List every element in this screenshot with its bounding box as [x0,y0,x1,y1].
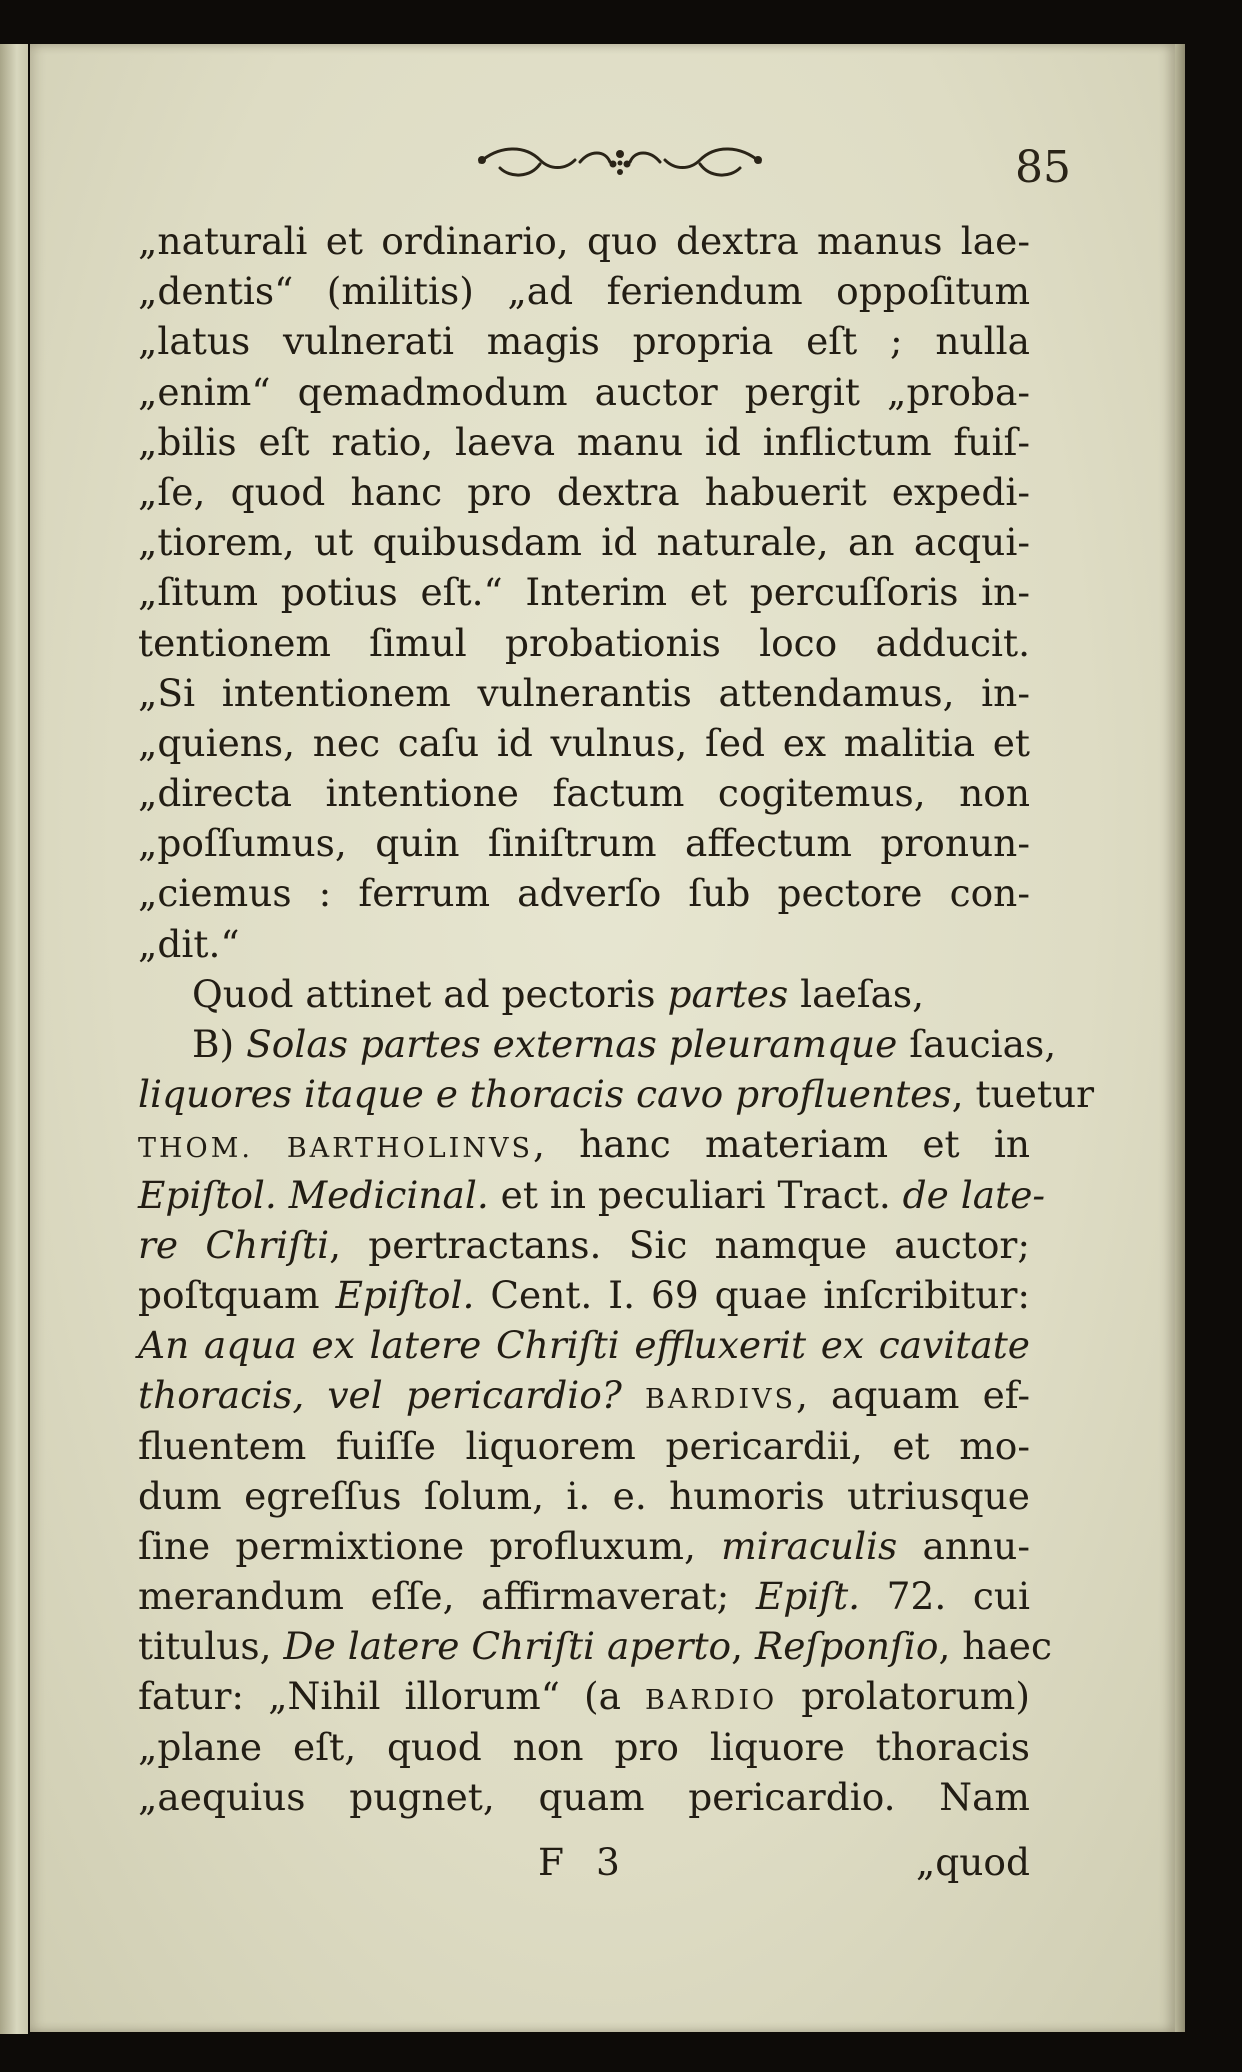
text-line [138,618,1030,668]
text-line [138,567,1030,617]
text-segment: poſtquam [138,1272,336,1317]
text-line [138,1320,1030,1370]
previous-page-edge [0,44,28,2034]
text-segment: „ſe, quod hanc pro dextra habuerit expedi- [138,469,1030,514]
text-segment: „tiorem, ut quibusdam id naturale, an acqui- [138,520,1030,565]
text-segment: BARDIO [645,1685,778,1717]
text-segment: „quiens, nec caſu id vulnus, ſed ex malitia et [138,720,1030,765]
text-segment: Epiſtol. Medicinal. [138,1172,489,1217]
text-segment: , pertractans. Sic namque auctor; [329,1222,1030,1267]
text-segment: Epiſtol. [335,1272,475,1317]
text-line [138,1671,1030,1721]
text-line [138,1772,1030,1822]
text-line [138,216,1030,266]
text-segment: , haec [938,1624,1052,1669]
text-segment: Cent. I. 69 quae inſcribitur: [474,1272,1031,1317]
text-segment: prolatorum) [777,1674,1030,1719]
text-segment: „plane eſt, quod non pro liquore thoracis [138,1724,1030,1769]
text-segment: annu- [897,1523,1030,1568]
text-segment: ſaucias, [897,1022,1057,1066]
text-segment: Reſponſio [754,1624,939,1669]
text-segment: „ſitum potius eſt.“ Interim et percuſſoris in- [138,570,1030,615]
text-line [138,1722,1030,1772]
text-segment: re Chriſti [138,1222,330,1267]
text-segment: „bilis eſt ratio, laeva manu id inflictum fuiſ- [138,419,1030,464]
text-segment: „ciemus : ferrum adverſo ſub pectore con- [138,871,1030,916]
text-segment: thoracis, vel pericardio? [138,1373,622,1418]
text-segment: fluentem fuiſſe liquorem pericardii, et mo- [138,1423,1030,1468]
text-segment: laeſas, [788,971,925,1016]
catchword: „quod [915,1840,1030,1884]
text-segment: „enim“ qemadmodum auctor pergit „proba- [138,369,1030,414]
text-segment: „aequius pugnet, quam pericardio. Nam [138,1774,1030,1819]
text-line [138,919,1030,969]
text-line [138,1270,1030,1320]
text-segment: THOM. BARTHOLINVS [138,1133,533,1165]
text-line [138,1069,1095,1119]
text-line [138,316,1030,366]
text-segment: , hanc materiam et in [532,1122,1030,1167]
header-ornament-icon [470,140,770,184]
text-segment: , tuetur [951,1072,1095,1117]
text-line [138,467,1030,517]
text-segment: Epiſt. [755,1574,861,1619]
page-footer [138,1840,1030,1900]
text-line [138,1521,1030,1571]
text-line [138,818,1030,868]
text-segment: 72. cui [860,1574,1030,1619]
text-line [138,1019,1057,1069]
text-segment: merandum eſſe, affirmaverat; [138,1574,756,1619]
text-segment: de late- [902,1172,1046,1217]
text-line [138,417,1030,467]
text-line [138,1220,1030,1270]
text-segment: „naturali et ordinario, quo dextra manus lae- [138,219,1030,263]
text-line [138,668,1030,718]
text-segment: titulus, [138,1624,284,1669]
page-edge-shadow [1175,44,1185,2032]
text-line [138,1170,1046,1220]
text-segment: „latus vulnerati magis propria eſt ; nulla [138,319,1030,364]
text-line [138,718,1030,768]
text-line [138,1621,1052,1671]
text-line [138,768,1030,818]
text-segment: et in peculiari Tract. [488,1172,903,1217]
text-line [138,1421,1030,1471]
signature-mark: F 3 [538,1840,630,1884]
text-segment: fatur: „Nihil illorum“ (a [138,1674,646,1719]
text-segment: „dit.“ [138,921,240,966]
text-segment: Solas partes externas pleuramque [246,1022,898,1066]
text-line [138,1370,1030,1420]
text-segment: „poſſumus, quin ſiniſtrum affectum pronun- [138,821,1030,866]
text-segment: BARDIVS [645,1384,797,1416]
text-segment: partes [667,971,789,1016]
text-line [138,868,1030,918]
text-segment: liquores itaque e thoracis cavo profluentes [138,1072,952,1117]
text-line [138,969,1030,1019]
text-line [138,517,1030,567]
text-segment: , aquam ef- [796,1373,1030,1418]
text-segment: „Si intentionem vulnerantis attendamus, in- [138,670,1030,715]
text-line [138,367,1030,417]
text-segment [622,1373,645,1417]
text-segment: dum egreſſus ſolum, i. e. humoris utriusque [138,1473,1030,1518]
text-segment: „dentis“ (militis) „ad feriendum oppoſitum [138,269,1030,314]
text-line [138,1471,1030,1521]
text-segment: „directa intentione factum cogitemus, non [138,771,1030,816]
text-segment: , [731,1624,755,1669]
body-text [138,216,1095,1822]
text-segment: ſine permixtione profluxum, [138,1523,722,1568]
text-segment: De latere Chriſti aperto [283,1624,732,1669]
text-line [138,1571,1030,1621]
text-line [138,266,1030,316]
page-number: 85 [1015,142,1071,193]
text-segment: B) [192,1022,247,1066]
text-line [138,1119,1030,1169]
text-segment: Quod attinet ad pectoris [192,971,668,1016]
text-segment: An aqua ex latere Chriſti effluxerit ex cavitate [138,1323,1030,1368]
text-segment: tentionem ſimul probationis loco adducit. [138,620,1030,665]
text-segment: miraculis [721,1523,898,1568]
